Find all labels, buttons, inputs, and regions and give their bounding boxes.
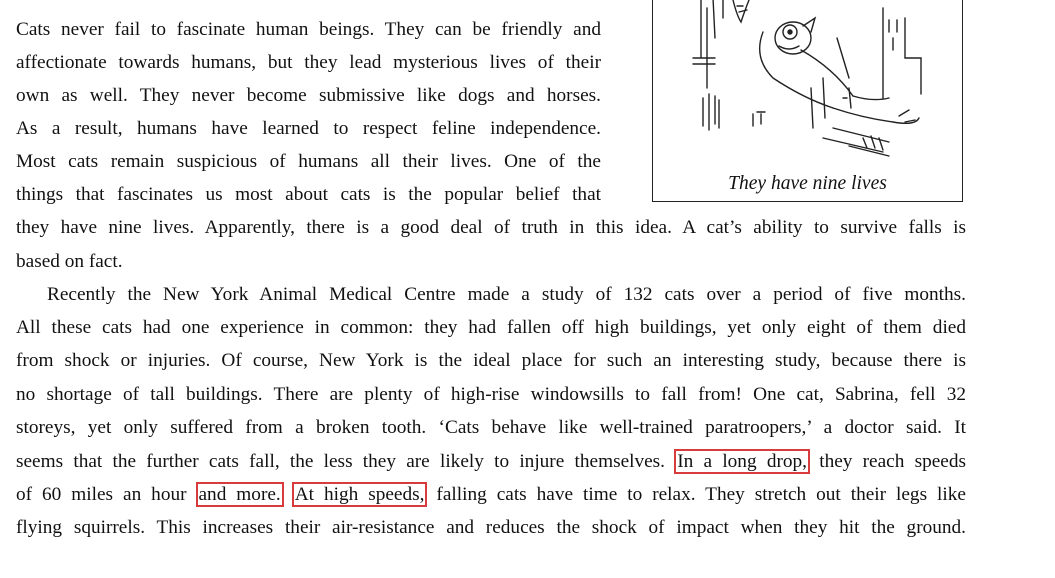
paragraph2-line-1: Recently the New York Animal Medical Centre made a study of 132 cats over a period of five months. (47, 284, 966, 305)
paragraph1-line-1: Cats never fail to fascinate human beings. They can be friendly and (16, 19, 601, 40)
paragraph1-line-2: affectionate towards humans, but they lead mysterious lives of their (16, 52, 601, 73)
paragraph2-line-7 (16, 484, 966, 506)
highlight-box: In a long drop, (674, 449, 810, 474)
paragraph1-line-7: they have nine lives. Apparently, there is a good deal of truth in this idea. A cat’s ability to survive falls is (16, 217, 966, 238)
paragraph1-line-6: things that fascinates us most about cats is the popular belief that (16, 184, 601, 205)
paragraph1-line-8: based on fact. (16, 251, 123, 272)
text-segment: of 60 miles an hour (16, 484, 187, 505)
figure-box (652, 0, 963, 202)
figure-caption: They have nine lives (728, 173, 887, 194)
text-segment: they reach speeds (819, 451, 966, 472)
falling-cat-cartoon-icon (653, 0, 964, 202)
paragraph2-line-6 (16, 451, 966, 473)
text-segment: falling cats have time to relax. They stretch out their legs like (436, 484, 966, 505)
paragraph1-line-4: As a result, humans have learned to respect feline independence. (16, 118, 601, 139)
highlight-box: At high speeds, (292, 482, 428, 507)
paragraph2-line-3: from shock or injuries. Of course, New York is the ideal place for such an interesting study, because there is (16, 350, 966, 371)
highlight-box: and more. (196, 482, 284, 507)
paragraph2-line-8: flying squirrels. This increases their air-resistance and reduces the shock of impact when they hit the ground. (16, 517, 966, 538)
paragraph2-line-2: All these cats had one experience in common: they had fallen off high buildings, yet only eight of them died (16, 317, 966, 338)
paragraph2-line-4: no shortage of tall buildings. There are plenty of high-rise windowsills to fall from! One cat, Sabrina, fell 32 (16, 384, 966, 405)
paragraph2-line-5: storeys, yet only suffered from a broken tooth. ‘Cats behave like well-trained paratroopers,’ a doctor said. It (16, 417, 966, 438)
paragraph1-line-3: own as well. They never become submissive like dogs and horses. (16, 85, 601, 106)
paragraph1-line-5: Most cats remain suspicious of humans all their lives. One of the (16, 151, 601, 172)
text-segment: seems that the further cats fall, the less they are likely to injure themselves. (16, 451, 666, 472)
